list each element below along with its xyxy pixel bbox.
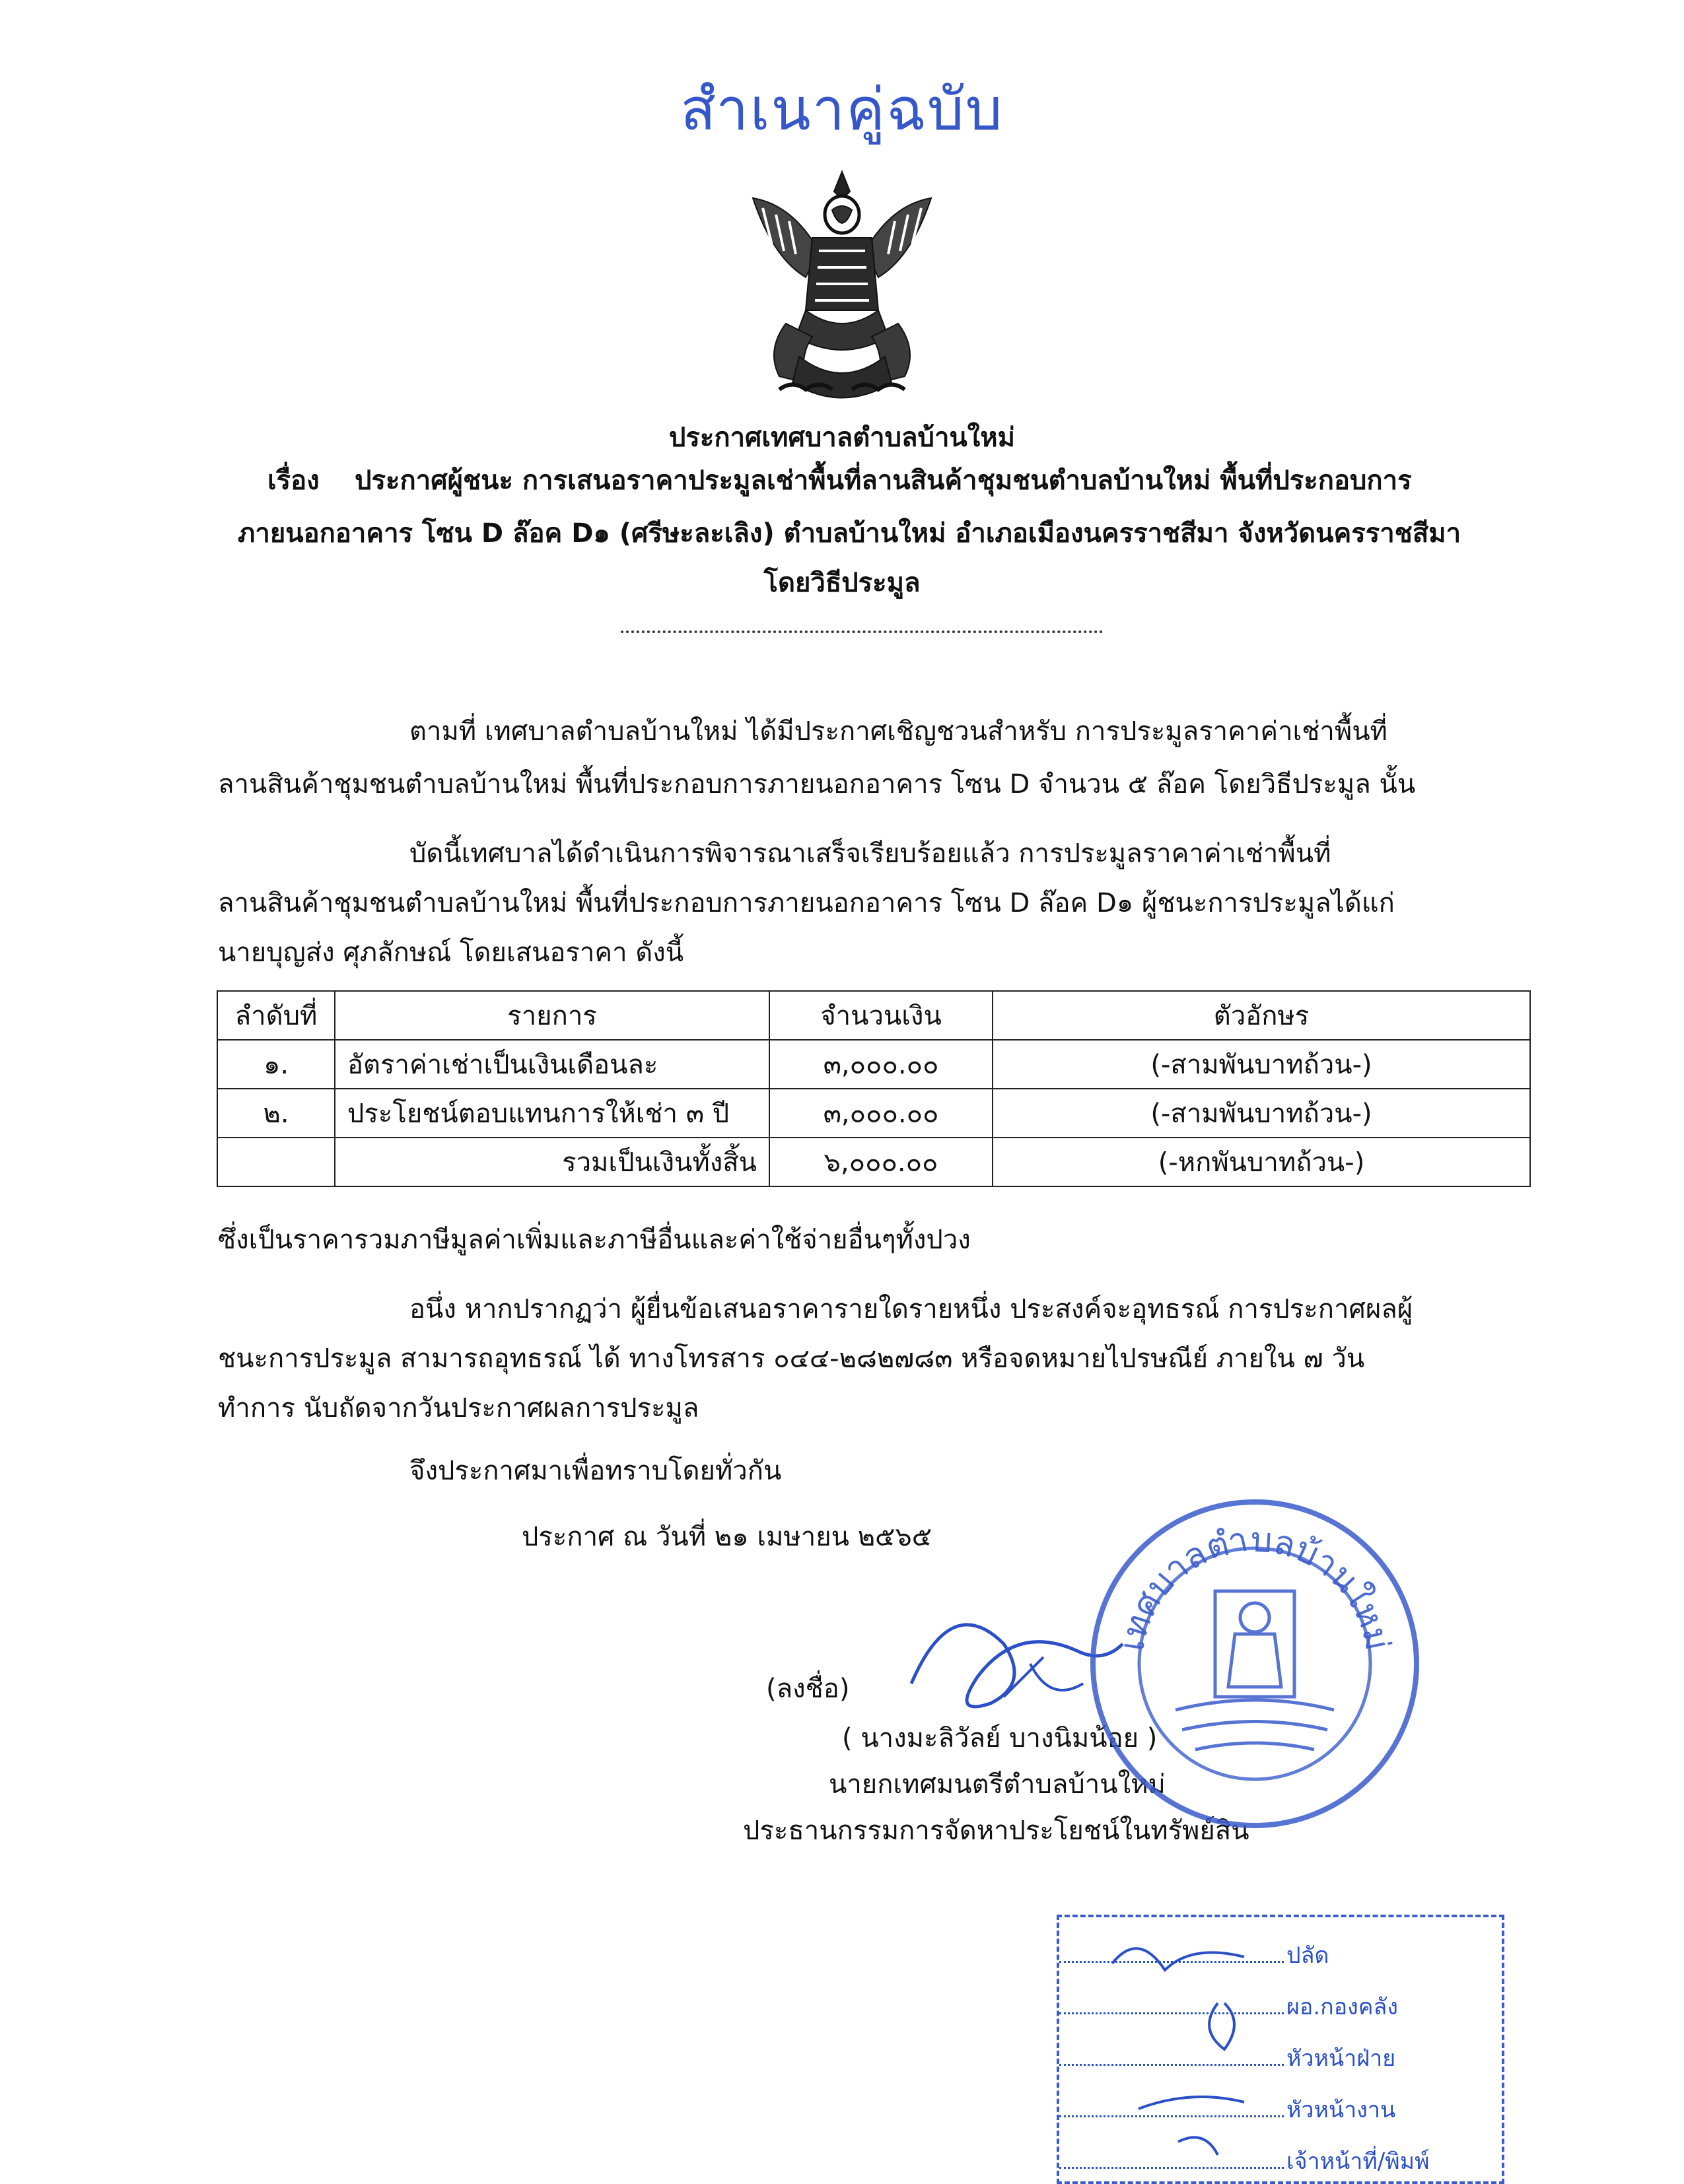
row-number: ๑.: [217, 1040, 335, 1089]
column-header-amount: จำนวนเงิน: [769, 991, 993, 1040]
copy-stamp: สำเนาคู่ฉบับ: [680, 75, 1004, 143]
subject-label: เรื่อง: [267, 465, 320, 496]
row-item: อัตราค่าเช่าเป็นเงินเดือนละ: [335, 1040, 769, 1089]
row-words: (-สามพันบาทถ้วน-): [993, 1040, 1530, 1089]
official-seal-icon: [1083, 1492, 1426, 1835]
signatory-position-1: นายกเทศมนตรีตำบลบ้านใหม่: [829, 1769, 1166, 1800]
paragraph-2-line-3: นายบุญส่ง ศุภลักษณ์ โดยเสนอราคา ดังนี้: [218, 938, 684, 968]
appeal-line-3: ทำการ นับถัดจากวันประกาศผลการประมูล: [218, 1393, 699, 1423]
svg-text:เทศบาลตำบลบ้านใหม่: เทศบาลตำบลบ้านใหม่: [1112, 1519, 1397, 1654]
vat-note: ซึ่งเป็นราคารวมภาษีมูลค่าเพิ่มและภาษีอื่นและค่าใช้จ่ายอื่นๆทั้งปวง: [218, 1225, 971, 1255]
subject-line-3: โดยวิธีประมูล: [763, 568, 921, 598]
paragraph-2-line-1: บัดนี้เทศบาลได้ดำเนินการพิจารณาเสร็จเรียบร้อยแล้ว การประมูลราคาค่าเช่าพื้นที่: [409, 838, 1331, 869]
table-row: [217, 1089, 1530, 1138]
closing-line: จึงประกาศมาเพื่อทราบโดยทั่วกัน: [409, 1456, 782, 1486]
table-header-row: [217, 991, 1530, 1040]
column-header-item: รายการ: [335, 991, 769, 1040]
paragraph-1-line-1: ตามที่ เทศบาลตำบลบ้านใหม่ ได้มีประกาศเชิญชวนสำหรับ การประมูลราคาค่าเช่าพื้นที่: [409, 716, 1387, 747]
divider-dotted: [621, 631, 1103, 633]
subject-line-2: ภายนอกอาคาร โซน D ล๊อค D๑ (ศรีษะละเลิง) ตำบลบ้านใหม่ อำเภอเมืองนครราชสีมา จังหวัดนครราชสีมา: [238, 518, 1461, 549]
appeal-line-2: ชนะการประมูล สามารถอุทธรณ์ ได้ ทางโทรสาร ๐๔๔-๒๘๒๗๘๓ หรือจดหมายไปรษณีย์ ภายใน ๗ วัน: [218, 1344, 1365, 1374]
total-words: (-หกพันบาทถ้วน-): [993, 1138, 1530, 1186]
routing-item: หัวหน้าฝ่าย: [1059, 2040, 1482, 2076]
row-amount: ๓,๐๐๐.๐๐: [769, 1040, 993, 1089]
signatory-position-2: ประธานกรรมการจัดหาประโยชน์ในทรัพย์สิน: [743, 1816, 1249, 1846]
total-amount: ๖,๐๐๐.๐๐: [769, 1138, 993, 1186]
appeal-line-1: อนึ่ง หากปรากฏว่า ผู้ยื่นข้อเสนอราคารายใดรายหนึ่ง ประสงค์จะอุทธรณ์ การประกาศผลผู้: [409, 1294, 1413, 1324]
announcement-title: ประกาศเทศบาลตำบลบ้านใหม่: [668, 423, 1016, 453]
row-amount: ๓,๐๐๐.๐๐: [769, 1089, 993, 1138]
routing-item: ปลัด: [1059, 1937, 1482, 1973]
routing-item: หัวหน้างาน: [1059, 2092, 1482, 2127]
row-number: ๒.: [217, 1089, 335, 1138]
bid-result-table: [217, 990, 1531, 1187]
paragraph-1-line-2: ลานสินค้าชุมชนตำบลบ้านใหม่ พื้นที่ประกอบการภายนอกอาคาร โซน D จำนวน ๕ ล๊อค โดยวิธีประมูล นั้น: [218, 769, 1416, 800]
subject-line-1: ประกาศผู้ชนะ การเสนอราคาประมูลเช่าพื้นที่ลานสินค้าชุมชนตำบลบ้านใหม่ พื้นที่ประกอบการ: [355, 465, 1412, 496]
sign-label: (ลงชื่อ): [766, 1674, 850, 1704]
initials-mark-icon: [1099, 1924, 1310, 2175]
column-header-words: ตัวอักษร: [993, 991, 1530, 1040]
garuda-emblem-icon: [733, 158, 951, 409]
column-header-number: ลำดับที่: [217, 991, 335, 1040]
row-item: ประโยชน์ตอบแทนการให้เช่า ๓ ปี: [335, 1089, 769, 1138]
total-label: รวมเป็นเงินทั้งสิ้น: [335, 1138, 769, 1186]
routing-box: [1057, 1915, 1504, 2184]
routing-item: เจ้าหน้าที่/พิมพ์: [1059, 2143, 1482, 2179]
signatory-name: ( นางมะลิวัลย์ บางนิมน้อย ): [842, 1723, 1158, 1754]
table-total-row: [217, 1138, 1530, 1186]
routing-item: ผอ.กองคลัง: [1059, 1989, 1482, 2024]
table-row: [217, 1040, 1530, 1089]
announcement-date: ประกาศ ณ วันที่ ๒๑ เมษายน ๒๕๖๕: [522, 1522, 932, 1552]
paragraph-2-line-2: ลานสินค้าชุมชนตำบลบ้านใหม่ พื้นที่ประกอบการภายนอกอาคาร โซน D ล๊อค D๑ ผู้ชนะการประมูลได้แก่: [218, 888, 1395, 918]
row-words: (-สามพันบาทถ้วน-): [993, 1089, 1530, 1138]
